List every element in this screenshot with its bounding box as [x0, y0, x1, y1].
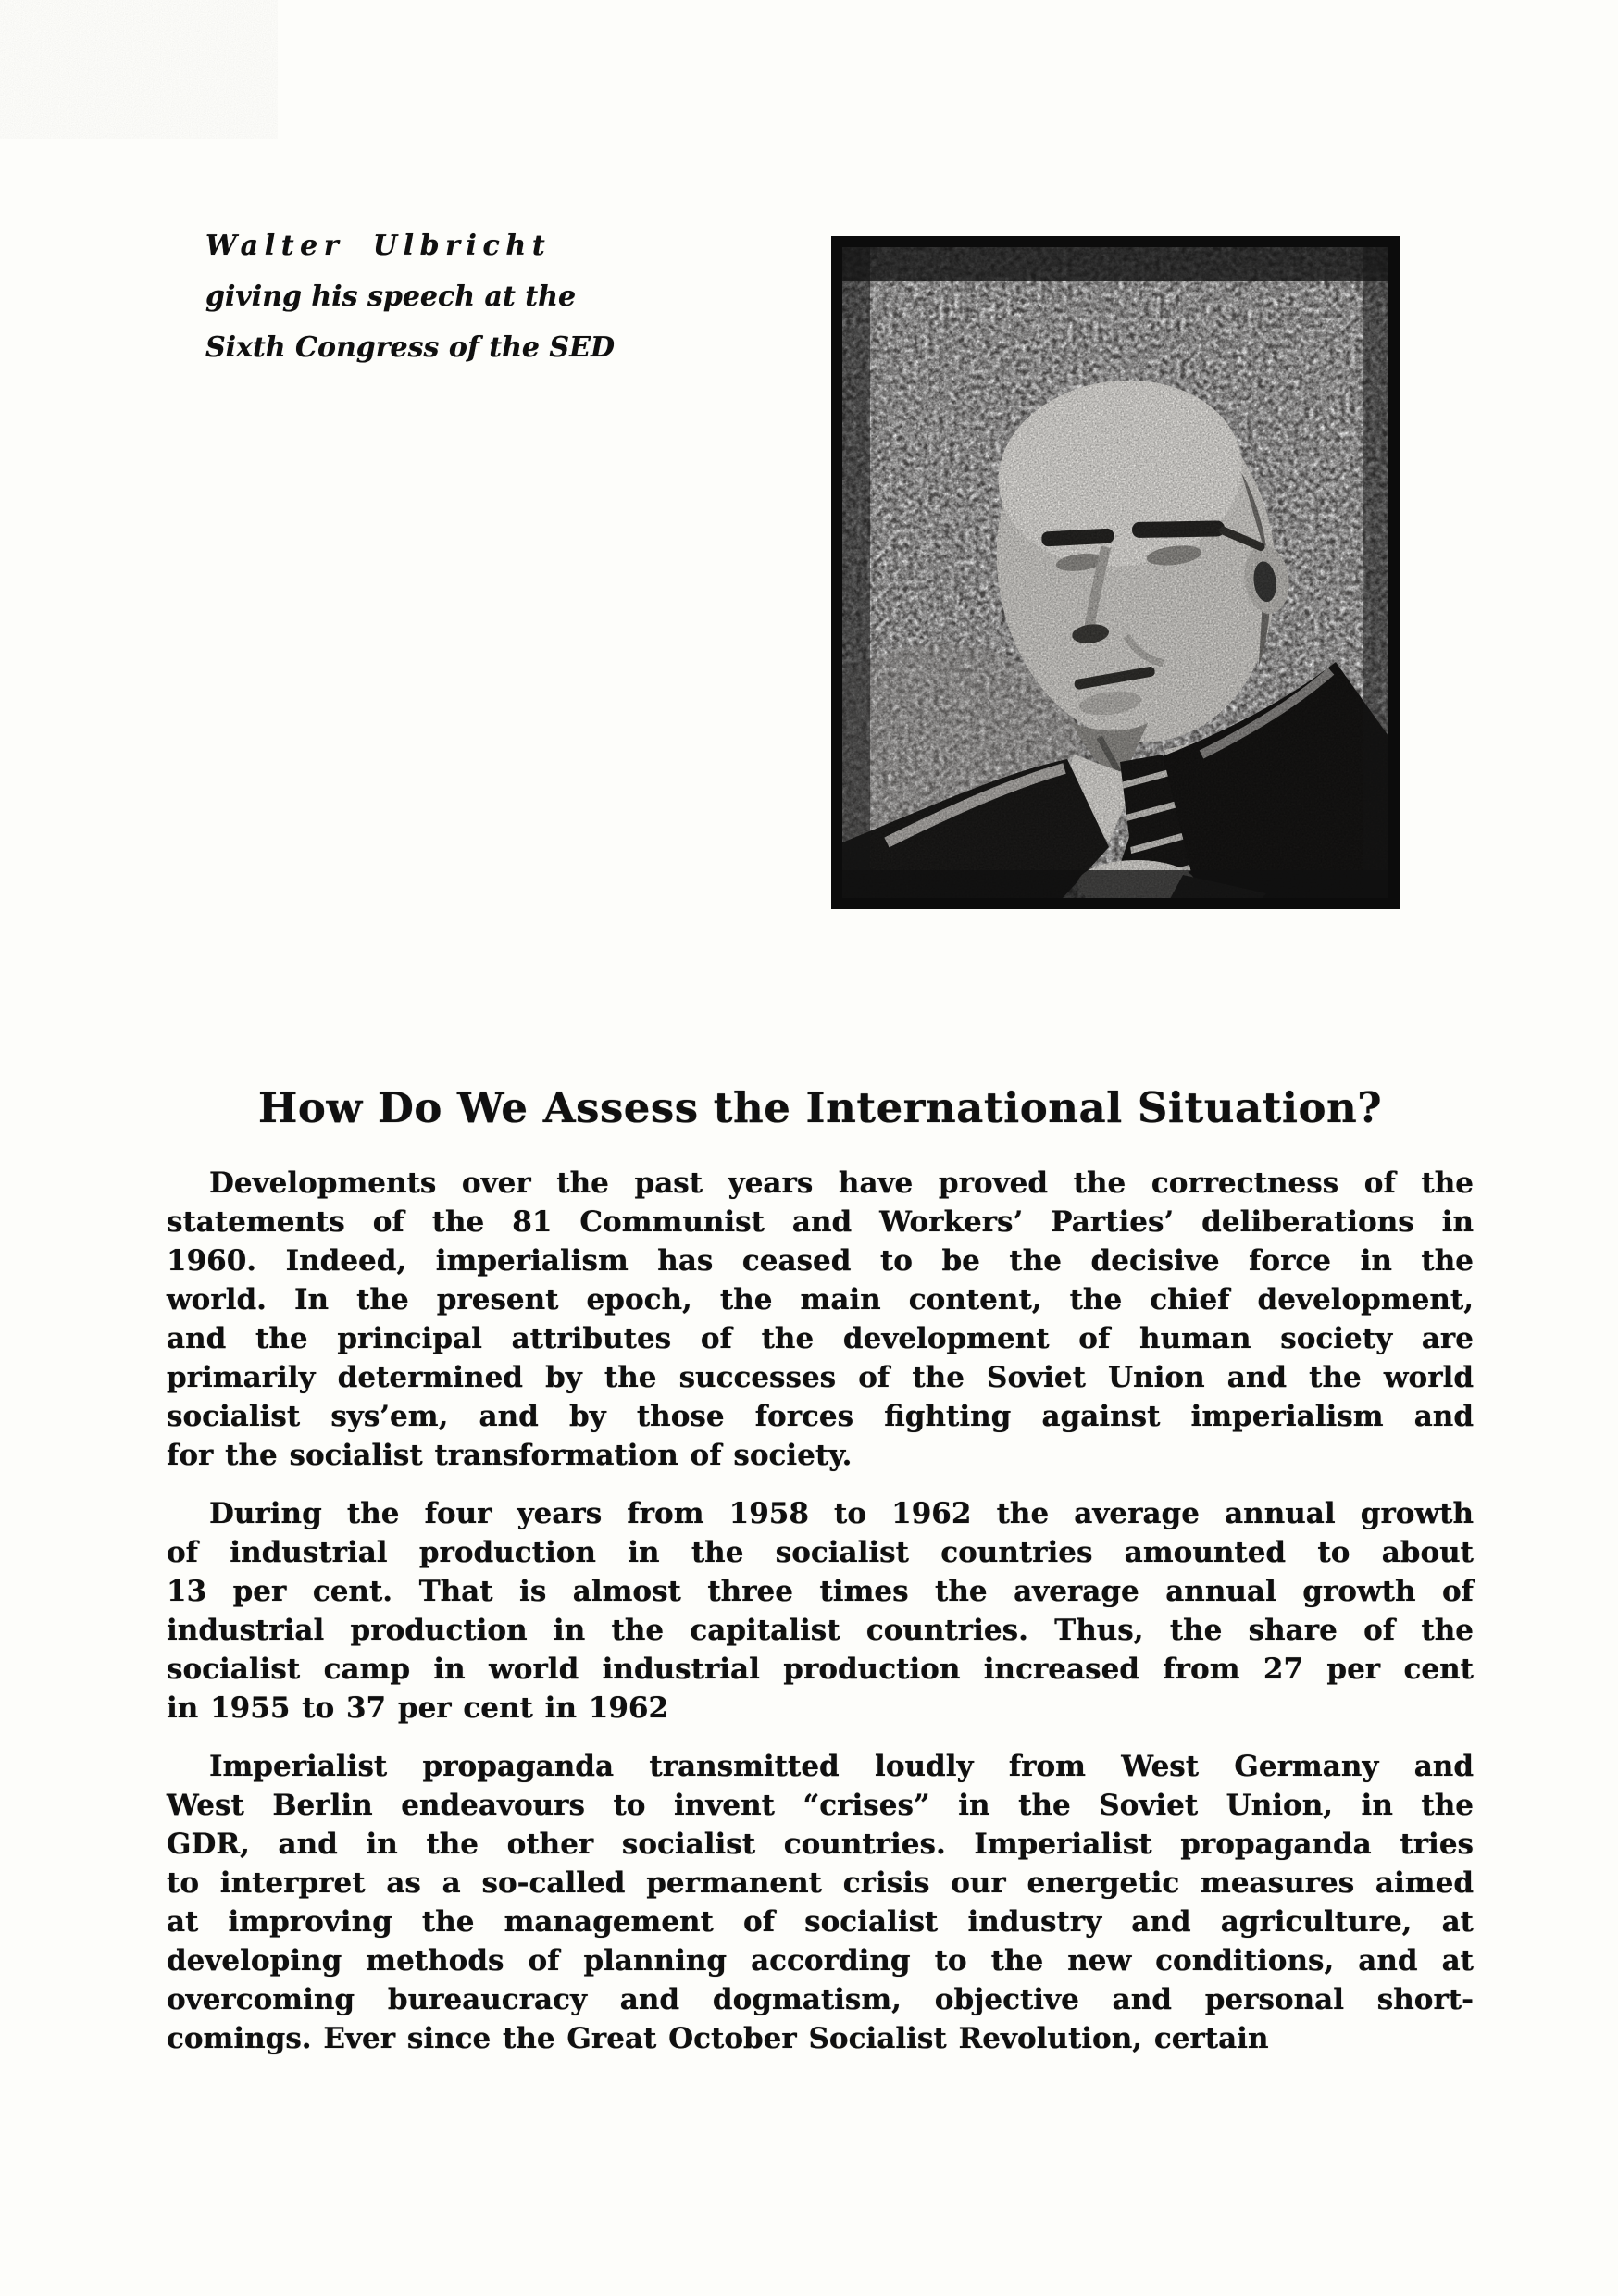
- text-line: West Berlin endeavours to invent “crises” in the Soviet Union, in the: [167, 1789, 1474, 1822]
- text-line: to interpret as a so-called permanent crisis our energetic measures aimed: [167, 1866, 1474, 1900]
- text-line: at improving the management of socialist industry and agriculture, at: [167, 1905, 1474, 1939]
- article-heading: How Do We Assess the International Situation?: [257, 1083, 1383, 1132]
- caption-line-3: Sixth Congress of the SED: [205, 331, 615, 364]
- caption-line-name: Walter Ulbricht: [205, 230, 552, 262]
- text-line: During the four years from 1958 to 1962 the average annual growth: [209, 1497, 1474, 1530]
- text-line: Developments over the past years have proved the correctness of the: [209, 1167, 1474, 1200]
- caption-line-2: giving his speech at the: [205, 281, 577, 313]
- text-line: Imperialist propaganda transmitted loudly from West Germany and: [209, 1750, 1474, 1783]
- text-line: in 1955 to 37 per cent in 1962: [167, 1691, 669, 1725]
- text-line: 13 per cent. That is almost three times the average annual growth of: [167, 1575, 1474, 1608]
- paragraph: [167, 1747, 1474, 2058]
- text-line: world. In the present epoch, the main content, the chief development,: [167, 1283, 1474, 1316]
- text-line: primarily determined by the successes of the Soviet Union and the world: [167, 1361, 1474, 1394]
- text-line: statements of the 81 Communist and Workers’ Parties’ deliberations in: [167, 1205, 1474, 1239]
- article: [167, 1083, 1474, 2078]
- ulbricht-photo: [831, 236, 1400, 909]
- paragraph: [167, 1494, 1474, 1728]
- text-line: GDR, and in the other socialist countries. Imperialist propaganda tries: [167, 1828, 1474, 1861]
- text-line: for the socialist transformation of society.: [167, 1439, 853, 1472]
- text-line: of industrial production in the socialist countries amounted to about: [167, 1536, 1474, 1569]
- scan-noise-overlay: [0, 0, 278, 139]
- text-line: socialist sys’em, and by those forces fighting against imperialism and: [167, 1400, 1474, 1433]
- text-line: 1960. Indeed, imperialism has ceased to be the decisive force in the: [167, 1244, 1474, 1278]
- text-line: industrial production in the capitalist countries. Thus, the share of the: [167, 1614, 1474, 1647]
- text-line: comings. Ever since the Great October Socialist Revolution, certain: [167, 2022, 1269, 2055]
- article-paragraphs: [167, 1164, 1474, 2058]
- text-line: developing methods of planning according to the new conditions, and at: [167, 1944, 1474, 1978]
- photo-caption: [205, 220, 615, 373]
- text-line: and the principal attributes of the development of human society are: [167, 1322, 1474, 1355]
- text-line: overcoming bureaucracy and dogmatism, objective and personal short-: [167, 1983, 1474, 2016]
- text-line: socialist camp in world industrial production increased from 27 per cent: [167, 1653, 1474, 1686]
- paragraph: [167, 1164, 1474, 1475]
